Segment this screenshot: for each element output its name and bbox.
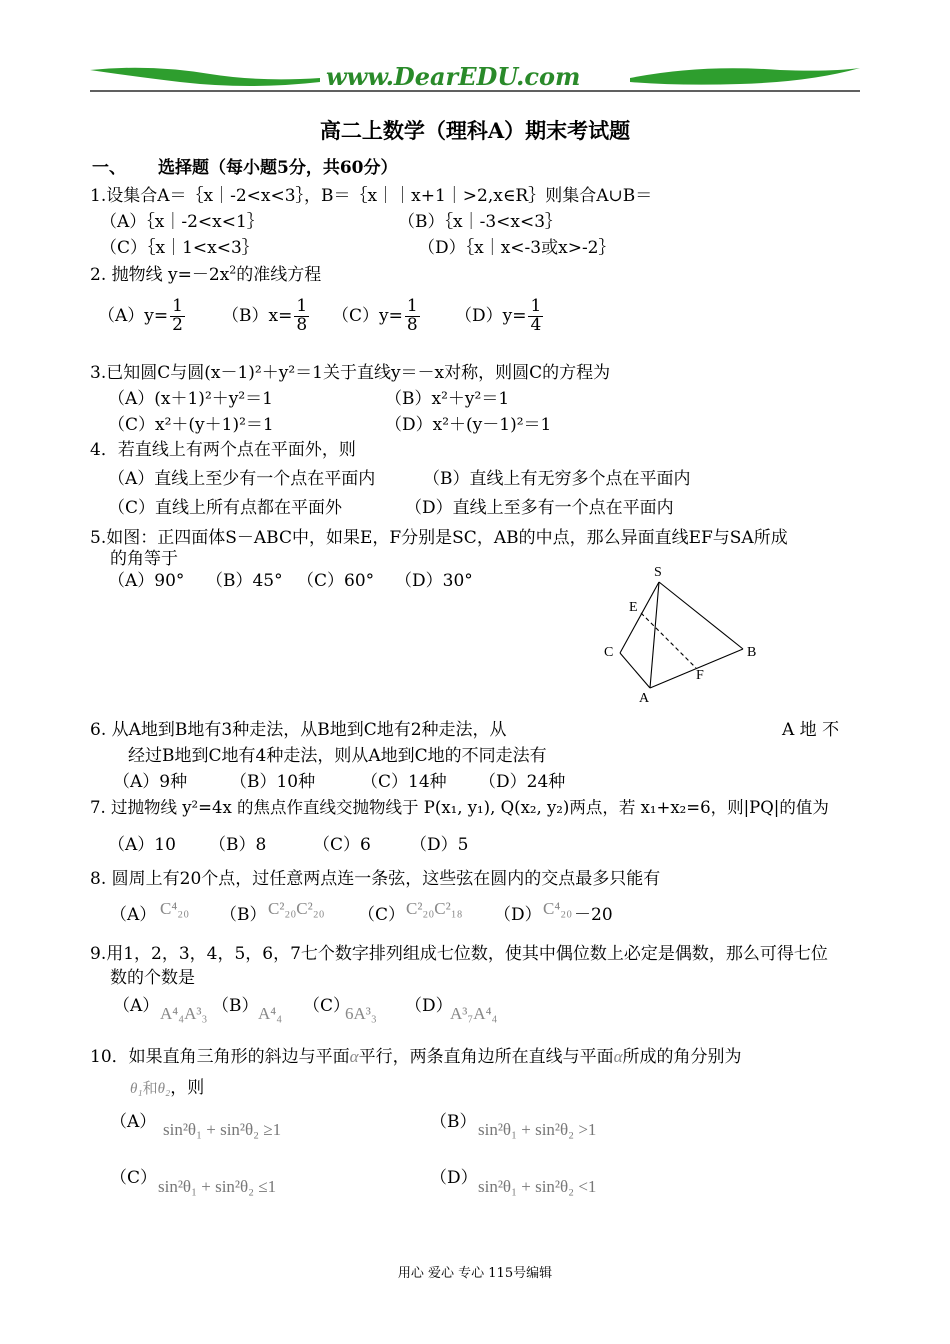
- q2-option-c: [332, 298, 422, 335]
- q4-option-d: （D）直线上至多有一个点在平面内: [405, 498, 674, 518]
- q1-stem: 1.设集合A＝｛x｜-2<x<3｝，B＝｛x｜｜x+1｜>2,x∈R｝则集合A∪B＝: [90, 186, 653, 206]
- q2-stem-post: 的准线方程: [236, 265, 322, 285]
- q4-stem: 4．若直线上有两个点在平面外，则: [90, 440, 356, 460]
- q10-stem-line2: [130, 1073, 204, 1098]
- q5-option-c: （C）60°: [297, 571, 375, 591]
- q8-stem: 8. 圆周上有20个点，过任意两点连一条弦，这些弦在圆内的交点最多只能有: [90, 869, 661, 889]
- q6-stem-line1-tail: A 地 不: [782, 720, 840, 740]
- site-logo-text: www.DearEDU.com: [326, 62, 581, 91]
- q8-option-d-tail: －20: [574, 905, 613, 925]
- q5-option-d: （D）30°: [395, 571, 473, 591]
- q8-option-a-expr: C⁴₂₀: [160, 899, 190, 918]
- q10-option-c-expr: sin²θ₁ + sin²θ₂ ≤1: [158, 1177, 277, 1196]
- q5-option-a: （A）90°: [108, 571, 185, 591]
- q2-a-den: 2: [172, 314, 183, 335]
- q6-stem-line1: 6. 从A地到B地有3种走法，从B地到C地有2种走法，从: [90, 720, 507, 740]
- q1-option-c: （C）｛x｜1<x<3｝: [100, 238, 259, 258]
- q5-stem-line2: 的角等于: [110, 549, 178, 569]
- q3-option-a: （A）(x＋1)²＋y²＝1: [108, 389, 273, 409]
- q9-option-d-expr: A³₇A⁴₄: [450, 1004, 498, 1023]
- q9-option-a-label: （A）: [113, 996, 160, 1016]
- q2-a-num: 1: [172, 296, 183, 316]
- q7-option-c: （C）6: [313, 835, 371, 855]
- q2-c-fraction: [405, 298, 420, 335]
- q2-b-num: 1: [296, 296, 308, 316]
- q7-option-d: （D）5: [410, 835, 469, 855]
- q2-option-d: [455, 298, 545, 335]
- q2-d-fraction: [528, 298, 543, 335]
- q3-option-d: （D）x²＋(y－1)²＝1: [385, 415, 552, 435]
- q9-option-d-label: （D）: [405, 996, 453, 1016]
- q10-option-a-label: （A）: [110, 1112, 157, 1132]
- q9-option-a-expr: A⁴₄A³₃: [160, 1004, 208, 1023]
- q10-theta1: θ₁: [130, 1081, 143, 1097]
- q10-option-d-label: （D）: [430, 1168, 478, 1188]
- q10-theta2: θ₂: [157, 1081, 171, 1097]
- q10-option-a-expr: sin²θ₁ + sin²θ₂ ≥1: [163, 1120, 282, 1139]
- q8-option-b-expr: C²₂₀C²₂₀: [268, 899, 325, 918]
- q4-option-a: （A）直线上至少有一个点在平面内: [108, 469, 376, 489]
- q10-stem-line2-post: ，则: [170, 1078, 205, 1098]
- q3-stem: 3.已知圆C与圆(x－1)²＋y²＝1关于直线y＝－x对称，则圆C的方程为: [90, 363, 611, 383]
- q6-option-a: （A）9种: [113, 772, 188, 792]
- vertex-label-b: B: [747, 645, 757, 660]
- q2-d-num: 1: [530, 296, 542, 316]
- q2-d-label: （D）y=: [455, 305, 527, 326]
- q3-option-b: （B）x²＋y²＝1: [385, 389, 510, 409]
- q6-stem-line2: 经过B地到C地有4种走法，则从A地到C地的不同走法有: [128, 746, 547, 766]
- q9-stem-line2: 数的个数是: [110, 968, 195, 988]
- q2-b-fraction: [294, 298, 309, 335]
- tetrahedron-figure: [595, 560, 775, 710]
- q10-stem-mid: 平行，两条直角边所在直线与平面: [358, 1047, 614, 1067]
- q2-stem: [90, 260, 321, 285]
- q6-option-c: （C）14种: [361, 772, 447, 792]
- q2-b-den: 8: [296, 314, 308, 335]
- point-label-e: E: [629, 600, 638, 615]
- page-title: 高二上数学（理科A）期末考试题: [319, 118, 631, 143]
- q6-option-b: （B）10种: [230, 772, 316, 792]
- q7-option-a: （A）10: [108, 835, 176, 855]
- q9-option-c-label: （C）: [303, 996, 351, 1016]
- q10-and: 和: [142, 1081, 158, 1097]
- q4-option-c: （C）直线上所有点都在平面外: [108, 498, 343, 518]
- q2-option-a: [98, 298, 187, 335]
- point-label-f: F: [696, 668, 704, 683]
- q10-option-d-expr: sin²θ₁ + sin²θ₂ <1: [478, 1177, 597, 1196]
- q2-c-label: （C）y=: [332, 305, 403, 326]
- page-footer: 用心 爱心 专心 115号编辑: [397, 1266, 553, 1281]
- vertex-label-s: S: [654, 565, 662, 580]
- q2-stem-pre: 2. 抛物线 y=－2x: [90, 265, 230, 285]
- q7-option-b: （B）8: [209, 835, 267, 855]
- q6-option-d: （D）24种: [479, 772, 566, 792]
- q8-option-c-label: （C）: [358, 905, 406, 925]
- q10-alpha-1: α: [349, 1047, 359, 1066]
- q8-option-d-expr: C⁴₂₀: [543, 899, 573, 918]
- q1-option-b: （B）｛x｜-3<x<3｝: [398, 212, 563, 232]
- q8-option-d-label: （D）: [494, 905, 542, 925]
- q9-stem-line1: 9.用1，2，3，4，5，6，7七个数字排列组成七位数，使其中偶位数上必定是偶数，那么可得七位: [90, 944, 828, 964]
- q10-option-c-label: （C）: [110, 1168, 158, 1188]
- q9-option-b-expr: A⁴₄: [258, 1004, 283, 1023]
- q8-option-a-label: （A）: [110, 905, 157, 925]
- q10-stem-pre: 10．如果直角三角形的斜边与平面: [90, 1047, 350, 1067]
- q2-stem-sup: 2: [229, 263, 237, 277]
- q10-alpha-2: α: [613, 1047, 623, 1066]
- q2-c-den: 8: [406, 314, 418, 335]
- vertex-label-a: A: [639, 691, 650, 706]
- section-number: 一、: [92, 158, 126, 178]
- q9-option-b-label: （B）: [212, 996, 259, 1016]
- q1-option-d: （D）｛x｜x<-3或x>-2｝: [418, 238, 616, 258]
- q2-d-den: 4: [530, 314, 542, 335]
- q2-a-fraction: [170, 298, 185, 335]
- q7-stem: 7. 过抛物线 y²=4x 的焦点作直线交抛物线于 P(x₁, y₁), Q(x₂, y₂)两点，若 x₁+x₂=6，则|PQ|的值为: [90, 798, 829, 817]
- q1-option-a: （A）｛x｜-2<x<1｝: [100, 212, 264, 232]
- q9-option-c-expr: 6A³₃: [345, 1004, 377, 1023]
- site-banner: [90, 60, 860, 100]
- q2-option-b: [222, 298, 311, 335]
- q10-option-b-expr: sin²θ₁ + sin²θ₂ >1: [478, 1120, 597, 1139]
- q5-option-b: （B）45°: [206, 571, 283, 591]
- q8-option-b-label: （B）: [220, 905, 267, 925]
- vertex-label-c: C: [604, 645, 614, 660]
- q2-a-label: （A）y=: [98, 305, 169, 326]
- q8-option-c-expr: C²₂₀C²₁₈: [406, 899, 463, 918]
- q3-option-c: （C）x²＋(y＋1)²＝1: [108, 415, 274, 435]
- q10-stem-line1: [90, 1042, 742, 1067]
- section-label: 选择题（每小题5分，共60分）: [158, 158, 398, 178]
- q5-stem-line1: 5.如图：正四面体S－ABC中，如果E，F分别是SC，AB的中点，那么异面直线EF与SA所成: [90, 528, 788, 548]
- q2-c-num: 1: [406, 296, 418, 316]
- q10-stem-post: 所成的角分别为: [622, 1047, 742, 1067]
- q2-b-label: （B）x=: [222, 305, 293, 326]
- q10-option-b-label: （B）: [430, 1112, 477, 1132]
- q4-option-b: （B）直线上有无穷多个点在平面内: [423, 469, 691, 489]
